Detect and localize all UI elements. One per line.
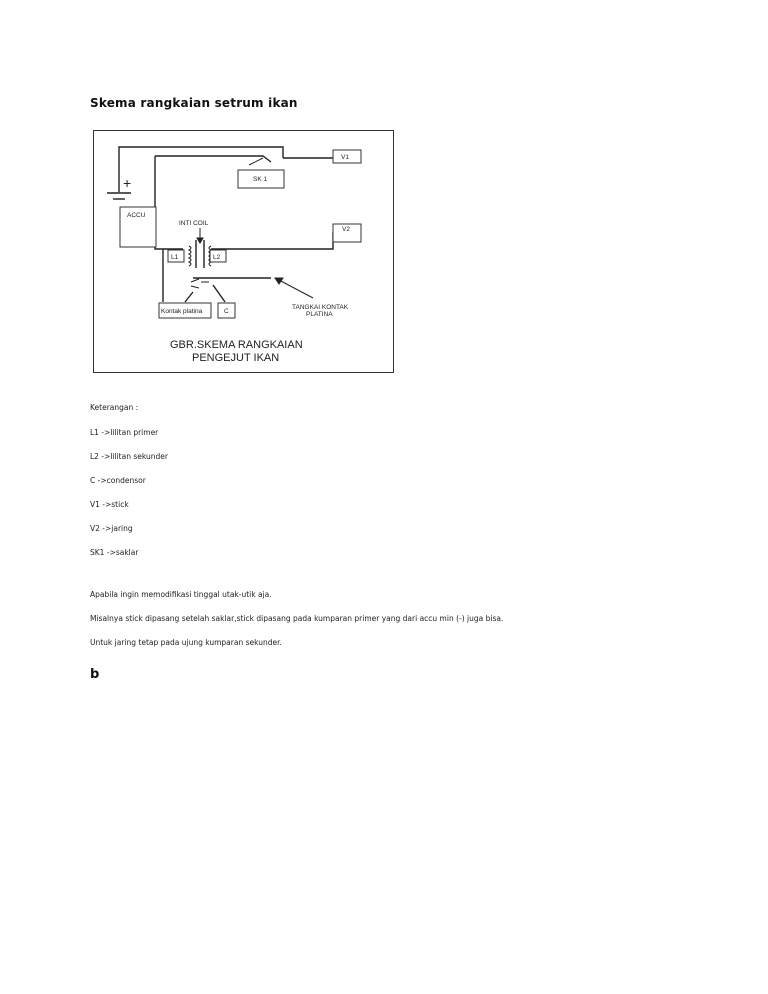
v2-label: V2 (342, 226, 350, 233)
footer-letter: b (90, 667, 100, 682)
l2-label: L2 (213, 254, 221, 261)
keterangan-item: V2 ->jaring (90, 524, 133, 533)
circuit-diagram-svg (93, 130, 394, 373)
page-title: Skema rangkaian setrum ikan (90, 96, 298, 110)
keterangan-item: SK1 ->saklar (90, 548, 139, 557)
keterangan-item: C ->condensor (90, 476, 146, 485)
note-paragraph: Misalnya stick dipasang setelah saklar,stick dipasang pada kumparan primer yang dari accu min (-) juga bisa. (90, 614, 504, 623)
keterangan-item: L2 ->lilitan sekunder (90, 452, 168, 461)
caption-line2: PENGEJUT IKAN (192, 352, 280, 364)
keterangan-item: L1 ->lilitan primer (90, 428, 159, 437)
c-label: C (224, 308, 229, 315)
note-paragraph: Untuk jaring tetap pada ujung kumparan sekunder. (90, 638, 282, 647)
keterangan-item: V1 ->stick (90, 500, 129, 509)
tangkai-label-line2: PLATINA (306, 311, 333, 318)
diagram-frame (94, 131, 394, 373)
accu-label: ACCU (127, 212, 146, 219)
sk1-label: SK 1 (253, 176, 268, 183)
keterangan-heading: Keterangan : (90, 403, 139, 412)
v1-label: V1 (341, 154, 349, 161)
l1-label: L1 (171, 254, 179, 261)
battery-plus-label: + (123, 175, 132, 191)
inti-coil-label: INTI COIL (179, 220, 209, 227)
kontak-platina-label: Kontak platina (161, 308, 203, 315)
caption-line1: GBR.SKEMA RANGKAIAN (170, 339, 303, 351)
note-paragraph: Apabila ingin memodifikasi tinggal utak-utik aja. (90, 590, 272, 599)
tangkai-label-line1: TANGKAI KONTAK (292, 304, 349, 311)
circuit-diagram (93, 130, 394, 373)
